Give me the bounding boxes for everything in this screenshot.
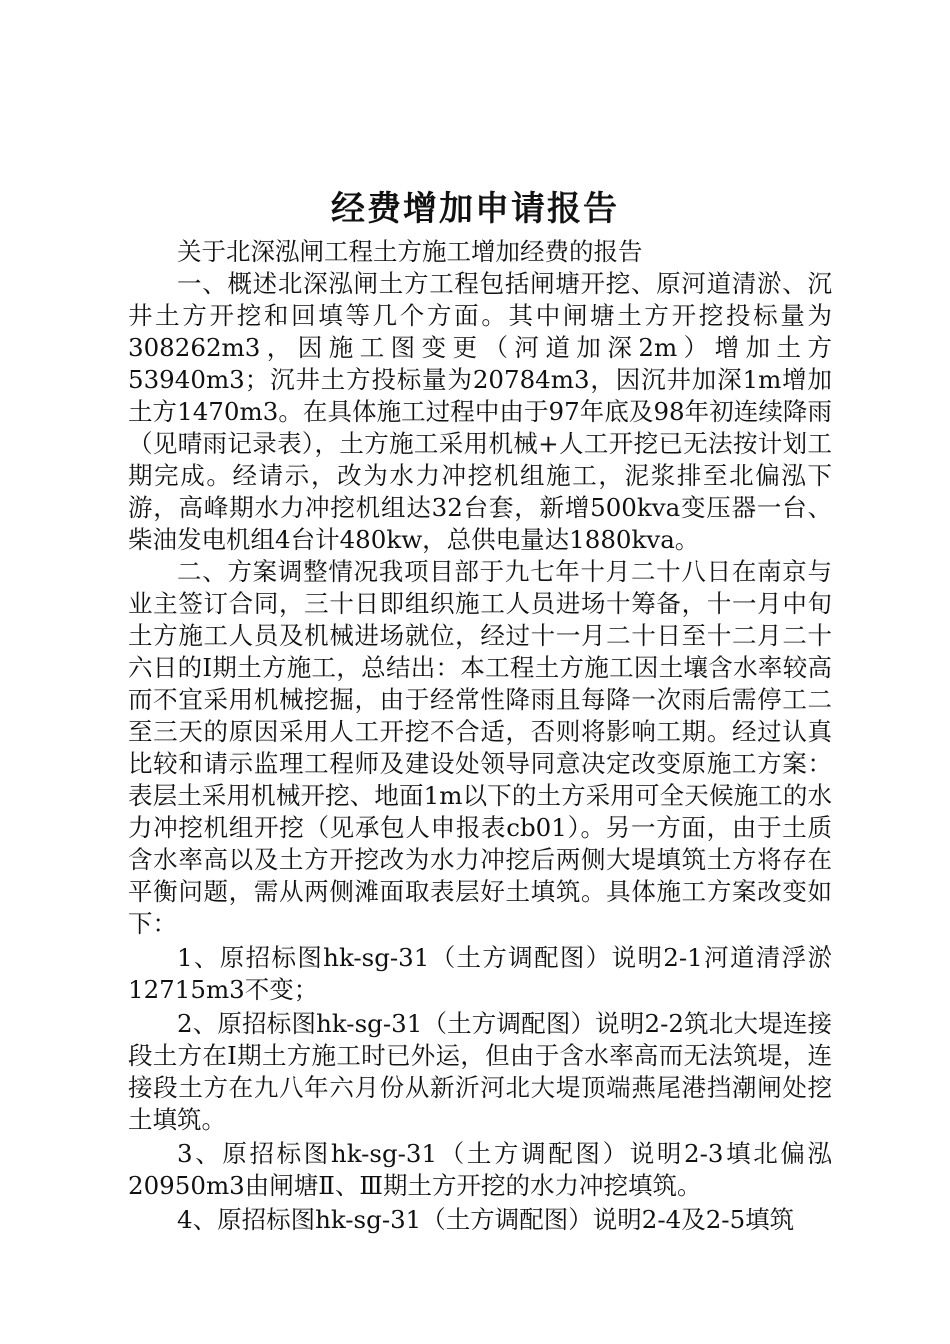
- plan-item-4: 4、原招标图hk-sg-31（土方调配图）说明2-4及2-5填筑: [177, 1205, 795, 1234]
- plan-item-1: 1、原招标图hk-sg-31（土方调配图）说明2-1河道清浮淤12715m3不变；: [128, 943, 832, 1004]
- plan-item-2: 2、原招标图hk-sg-31（土方调配图）说明2-2筑北大堤连接段土方在Ⅰ期土方施工时已外运，但由于含水率高而无法筑堤，连接段土方在九八年六月份从新沂河北大堤顶端燕尾港挡潮闸处挖土填筑。: [128, 1009, 832, 1134]
- section-plan-adjustment: 二、方案调整情况我项目部于九七年十月二十八日在南京与业主签订合同，三十日即组织施工人员进场十筹备，十一月中旬土方施工人员及机械进场就位，经过十一月二十日至十二月二十六日的Ⅰ期土方施工，总结出：本工程土方施工因土壤含水率较高而不宜采用机械挖掘，由于经常性降雨且每降一次雨后需停工二至三天的原因采用人工开挖不合适，否则将影响工期。经过认真比较和请示监理工程师及建设处领导同意决定改变原施工方案：表层土采用机械开挖、地面1m以下的土方采用可全天候施工的水力冲挖机组开挖（见承包人申报表cb01）。另一方面，由于土质含水率高以及土方开挖改为水力冲挖后两侧大堤填筑土方将存在平衡问题，需从两侧滩面取表层好土填筑。具体施工方案改变如下：: [128, 557, 832, 938]
- report-subject: 关于北深泓闸工程土方施工增加经费的报告: [177, 237, 643, 266]
- document-title: 经费增加申请报告: [331, 189, 619, 229]
- document-body: [128, 236, 832, 1236]
- section-overview: 一、概述北深泓闸土方工程包括闸塘开挖、原河道清淤、沉井土方开挖和回填等几个方面。其中闸塘土方开挖投标量为308262m3，因施工图变更（河道加深2m）增加土方53940m3；沉井土方投标量为20784m3，因沉井加深1m增加土方1470m3。在具体施工过程中由于97年底及98年初连续降雨（见晴雨记录表），土方施工采用机械+人工开挖已无法按计划工期完成。经请示，改为水力冲挖机组施工，泥浆排至北偏泓下游，高峰期水力冲挖机组达32台套，新增500kva变压器一台、柴油发电机组4台计480kw，总供电量达1880kva。: [128, 269, 832, 554]
- plan-item-3: 3、原招标图hk-sg-31（土方调配图）说明2-3填北偏泓20950m3由闸塘Ⅱ、Ⅲ期土方开挖的水力冲挖填筑。: [128, 1139, 832, 1200]
